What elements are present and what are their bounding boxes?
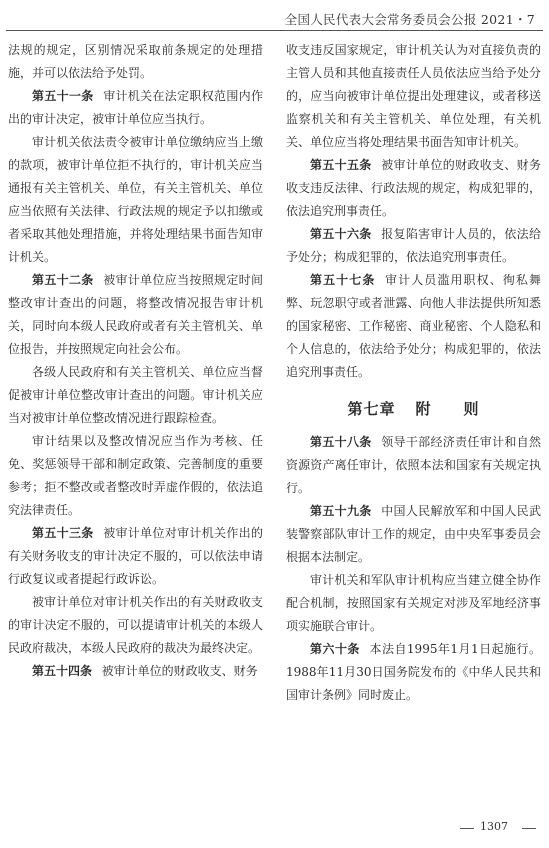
page-number: 1307 xyxy=(480,820,508,833)
article-52 xyxy=(8,269,263,361)
article-label: 第五十五条 xyxy=(310,158,372,172)
publication-title: 全国人民代表大会常务委员会公报 2021・7 xyxy=(284,12,535,27)
article-51 xyxy=(8,85,263,131)
article-label: 第五十七条 xyxy=(310,273,376,287)
paragraph: 审计机关依法责令被审计单位缴纳应当上缴的款项，被审计单位拒不执行的，审计机关应当通报有关主管机关、单位，有关主管机关、单位应当依照有关法律、行政法规的规定予以扣缴或者采取其他处理措施，并将处理结果书面告知审计机关。 xyxy=(8,135,263,264)
article-label: 第五十二条 xyxy=(32,273,94,287)
chapter-title: 附 则 xyxy=(415,400,480,418)
article-53 xyxy=(8,522,263,591)
article-text: 审计人员滥用职权、徇私舞弊、玩忽职守或者泄露、向他人非法提供所知悉的国家秘密、工作秘密、商业秘密、个人隐私和个人信息的，依法给予处分；构成犯罪的，依法追究刑事责任。 xyxy=(286,273,541,379)
article-label: 第五十八条 xyxy=(310,435,372,449)
article-text: 被审计单位的财政收支、财务收支违反法律、行政法规的规定，构成犯罪的，依法追究刑事责任。 xyxy=(286,158,541,218)
article-text: 被审计单位对审计机关作出的有关财务收支的审计决定不服的，可以依法申请行政复议或者提起行政诉讼。 xyxy=(8,526,263,586)
article-text: 审计机关在法定职权范围内作出的审计决定，被审计单位应当执行。 xyxy=(8,89,263,126)
article-text: 报复陷害审计人员的，依法给予处分；构成犯罪的，依法追究刑事责任。 xyxy=(286,227,541,264)
page-footer xyxy=(0,818,549,838)
paragraph: 法规的规定，区别情况采取前条规定的处理措施，并可以依法给予处罚。 xyxy=(8,43,263,80)
article-57 xyxy=(286,269,541,384)
article-55 xyxy=(286,154,541,223)
article-text: 被审计单位的财政收支、财务 xyxy=(101,664,258,678)
chapter-heading xyxy=(286,397,541,421)
footer-dash-right xyxy=(522,828,536,829)
article-56 xyxy=(286,223,541,269)
paragraph: 审计结果以及整改情况应当作为考核、任免、奖惩领导干部和制定政策、完善制度的重要参考；拒不整改或者整改时弄虚作假的，依法追究法律责任。 xyxy=(8,434,263,517)
paragraph: 各级人民政府和有关主管机关、单位应当督促被审计单位整改审计查出的问题。审计机关应当对被审计单位整改情况进行跟踪检查。 xyxy=(8,365,263,425)
page-header xyxy=(0,0,549,30)
article-59 xyxy=(286,500,541,569)
article-text: 本法自1995年1月1日起施行。1988年11月30日国务院发布的《中华人民共和国审计条例》同时废止。 xyxy=(286,642,541,702)
article-label: 第五十六条 xyxy=(310,227,372,241)
article-54 xyxy=(8,660,263,683)
article-label: 第五十一条 xyxy=(32,89,94,103)
article-label: 第五十九条 xyxy=(310,504,372,518)
article-58 xyxy=(286,431,541,500)
article-text: 被审计单位应当按照规定时间整改审计查出的问题，将整改情况报告审计机关，同时向本级人民政府或者有关主管机关、单位报告，并按照规定向社会公布。 xyxy=(8,273,263,356)
paragraph: 被审计单位对审计机关作出的有关财政收支的审计决定不服的，可以提请审计机关的本级人民政府裁决，本级人民政府的裁决为最终决定。 xyxy=(8,595,263,655)
footer-dash-left xyxy=(460,828,474,829)
article-60 xyxy=(286,638,541,707)
article-text: 领导干部经济责任审计和自然资源资产离任审计，依照本法和国家有关规定执行。 xyxy=(286,435,541,495)
article-label: 第五十四条 xyxy=(32,664,93,678)
article-label: 第五十三条 xyxy=(32,526,94,540)
header-divider xyxy=(6,30,543,31)
article-text: 中国人民解放军和中国人民武装警察部队审计工作的规定，由中央军事委员会根据本法制定。 xyxy=(286,504,541,564)
paragraph: 审计机关和军队审计机构应当建立健全协作配合机制，按照国家有关规定对涉及军地经济事项实施联合审计。 xyxy=(286,573,541,633)
paragraph: 收支违反国家规定，审计机关认为对直接负责的主管人员和其他直接责任人员依法应当给予处分的，应当向被审计单位提出处理建议，或者移送监察机关和有关主管机关、单位处理，有关机关、单位应当将处理结果书面告知审计机关。 xyxy=(286,43,541,149)
right-column xyxy=(286,39,541,707)
left-column xyxy=(8,39,263,683)
article-label: 第六十条 xyxy=(310,642,360,656)
chapter-number: 第七章 xyxy=(347,400,396,418)
